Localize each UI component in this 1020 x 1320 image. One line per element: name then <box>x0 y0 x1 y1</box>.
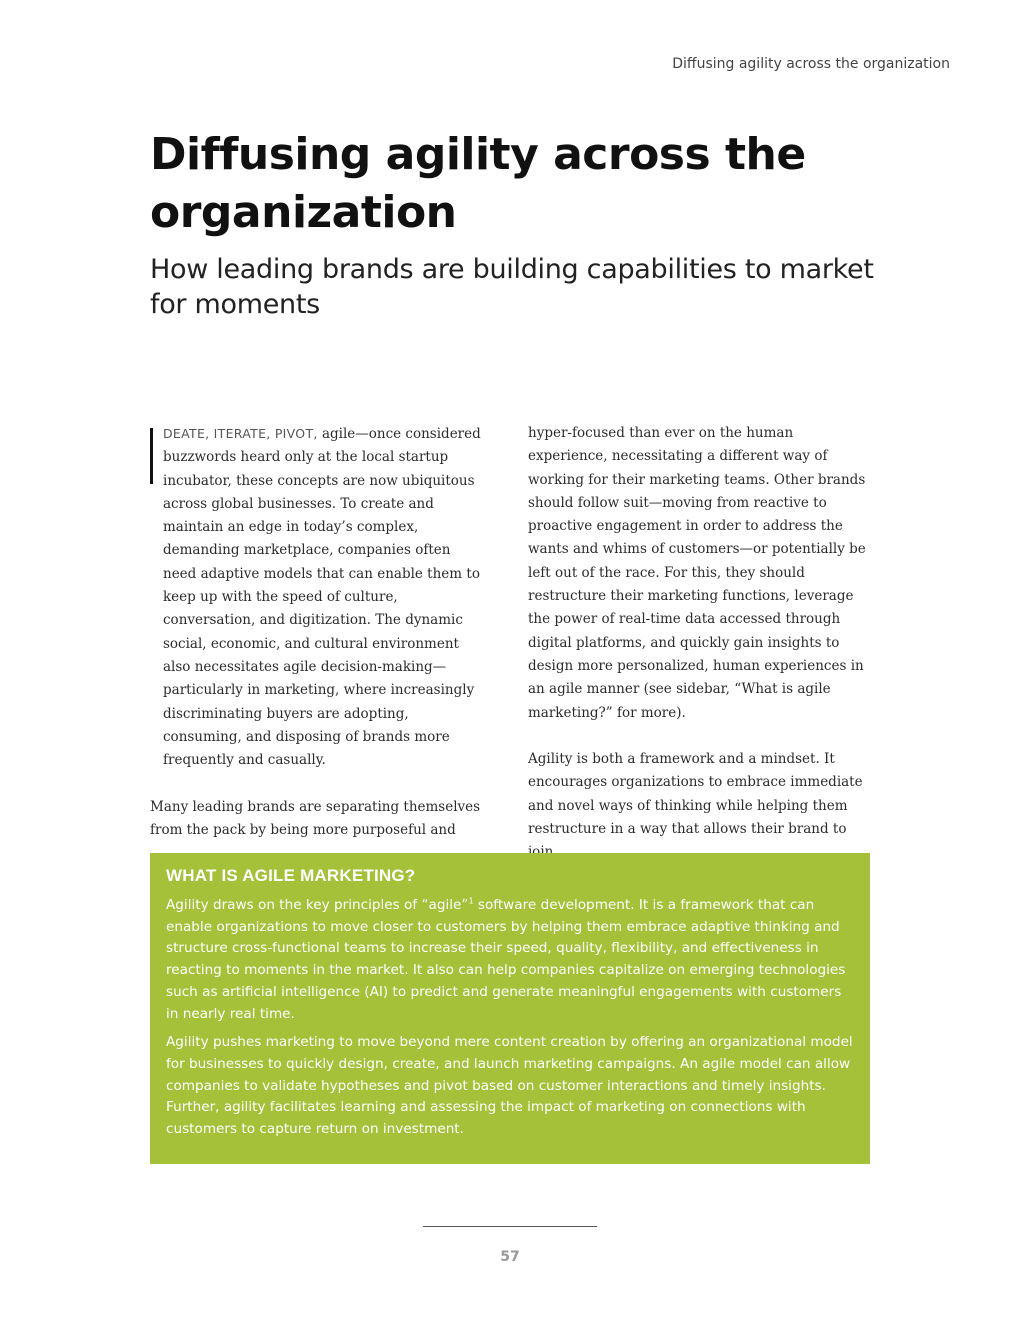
body-paragraph-2-continued: hyper-focused than ever on the human experience, necessitating a different way of working for their marketing teams. Other brands should follow suit—moving from reactive to proactive engagement in order to address the wants and whims of customers—or potentially be left out of the race. For this, they should restructure their marketing functions, leverage the power of real-time data accessed through digital platforms, and quickly gain insights to design more personalized, human experiences in an agile manner (see sidebar, “What is agile marketing?” for more). <box>528 425 866 721</box>
footnote-ref[interactable]: 1 <box>468 896 474 906</box>
sidebar-paragraph-2: Agility pushes marketing to move beyond mere content creation by offering an organizational model for businesses to quickly design, create, and launch marketing campaigns. An agile model can allow companies to validate hypotheses and pivot based on customer interactions and timely insights. Further, agility facilitates learning and assessing the impact of marketing on connections with customers to capture return on investment. <box>166 1034 853 1138</box>
running-header: Diffusing agility across the organization <box>672 56 950 72</box>
lede-text: agile—once considered buzzwords heard only at the local startup incubator, these concepts are now ubiquitous across global businesses. To create and maintain an edge in today’s complex, demanding marketplace, companies often need adaptive models that can enable them to keep up with the speed of culture, conversation, and digitization. The dynamic social, economic, and cultural environment also necessitates agile decision-making—particularly in marketing, where increasingly discriminating buyers are adopting, consuming, and disposing of brands more frequently and casually. <box>163 426 481 769</box>
page-title: Diffusing agility across the organization <box>150 129 806 238</box>
page-number: 57 <box>500 1249 520 1265</box>
body-paragraph-3: Agility is both a framework and a mindset. It encourages organizations to embrace immediate and novel ways of thinking while helping them restructure in a way that allows their brand to <box>528 751 863 838</box>
column-right <box>528 422 866 888</box>
column-left <box>150 422 488 866</box>
footer-divider <box>423 1226 597 1227</box>
lede-caps: DEATE, ITERATE, PIVOT, <box>163 426 318 441</box>
lede-drop-bar <box>150 428 153 484</box>
page-subtitle: How leading brands are building capabilities to market for moments <box>150 254 874 320</box>
agile-marketing-sidebar <box>150 853 870 1164</box>
sidebar-p1-before: Agility draws on the key principles of “agile” <box>166 897 469 913</box>
sidebar-paragraph-1 <box>166 895 854 1025</box>
body-paragraph-2: Many leading brands are separating themselves from the pack by being more purposeful and <box>150 798 481 839</box>
lede-paragraph <box>150 422 488 772</box>
sidebar-p1-after: software development. It is a framework that can enable organizations to move closer to customers by helping them embrace adaptive thinking and structure cross-functional teams to increase their speed, quality, flexibility, and effectiveness in reacting to moments in the market. It also can help companies capitalize on emerging technologies such as artificial intelligence (AI) to predict and generate meaningful engagements with customers in nearly real time. <box>166 897 846 1022</box>
sidebar-heading: WHAT IS AGILE MARKETING? <box>166 866 416 885</box>
